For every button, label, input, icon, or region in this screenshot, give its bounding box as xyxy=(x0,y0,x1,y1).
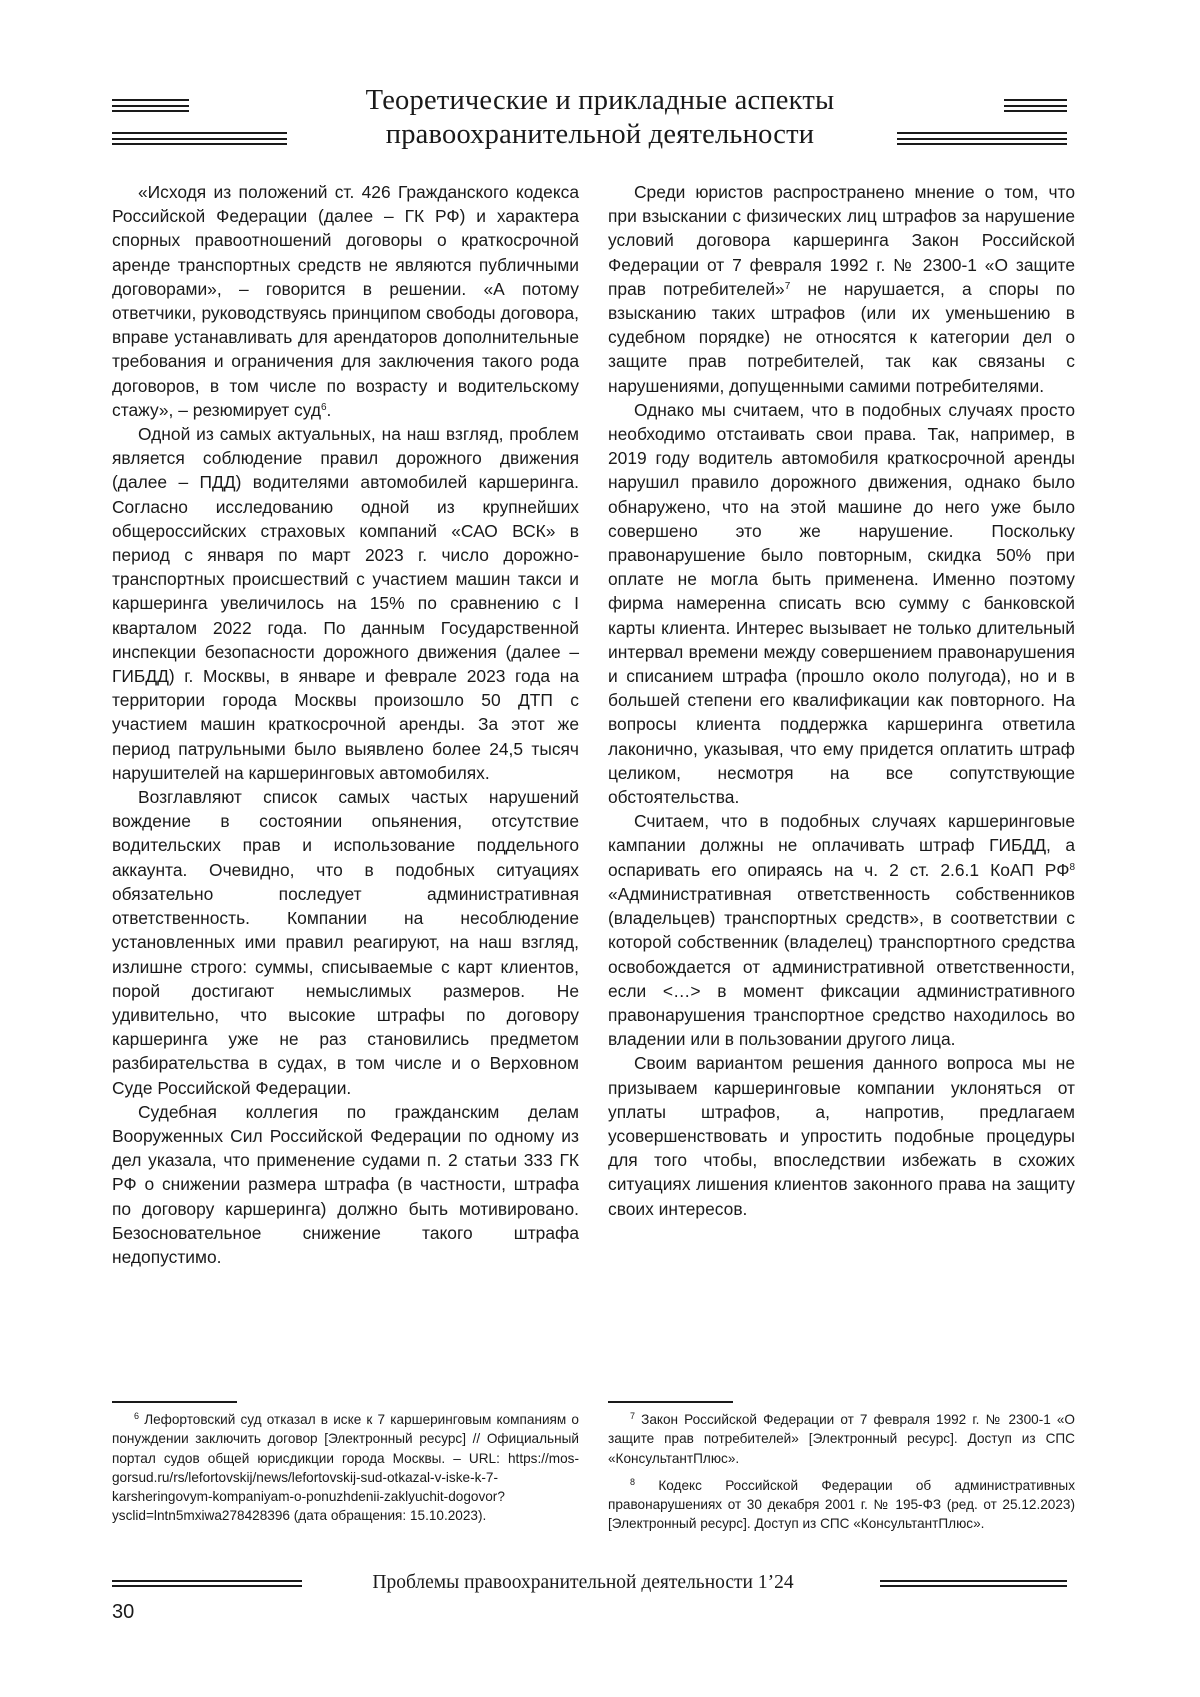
running-header-title-line2: правоохранительной деятельности xyxy=(385,119,815,150)
footer-rule-left xyxy=(112,1580,302,1587)
journal-title-footer: Проблемы правоохранительной деятельности 1’24 xyxy=(372,1572,794,1593)
footnote-7: $^7$ Закон Российской Федерации от 7 февраля 1992 г. № 2300-1 «О защите прав потребителей» [Электронный ресурс]. Доступ из СПС «КонсультантПлюс». xyxy=(608,1411,1075,1466)
header-rule-left-top xyxy=(112,99,189,112)
footnote-separator-left xyxy=(112,1401,237,1403)
footnote-8: $^8$ Кодекс Российской Федерации об административных правонарушениях от 30 декабря 2001 г. № 195-ФЗ (ред. от 25.12.2023) [Электронный ресурс]. Доступ из СПС «КонсультантПлюс». xyxy=(608,1476,1075,1532)
right-paragraph-1: Среди юристов распространено мнение о том, что при взыскании с физических лиц штрафов за нарушение условий договора каршеринга Закон Российской Федерации от 7 февраля 1992 г. № 2300-1 «О защите прав потребителей»$^7$ не нарушается, а споры по взысканию таких штрафов (или их уменьшению в судебном порядке) не относятся к категории дел о защите прав потребителей, так как связаны с нарушениями, допущенными самими потребителями. xyxy=(608,182,1075,396)
header-rule-right-bottom xyxy=(897,132,1067,145)
left-column xyxy=(112,180,579,1269)
right-paragraph-3: Считаем, что в подобных случаях каршеринговые кампании должны не оплачивать штраф ГИБДД, а оспаривать его опираясь на ч. 2 ст. 2.6.1 КоАП $РФ^8$ «Административная ответственность собственников (владельцев) транспортных средств», в соответствии с которой собственник (владелец) транспортного средства освобождается от административной ответственности, если <…> в момент фиксации административного правонарушения транспортное средство находилось во владении или в пользовании другого лица. xyxy=(608,811,1075,1050)
left-paragraph-2: Одной из самых актуальных, на наш взгляд, проблем является соблюдение правил дорожного движения (далее – ПДД) водителями автомобилей каршеринга. Согласно исследованию одной из крупнейших общероссийских страховых компаний «САО ВСК» в период с января по март 2023 г. число дорожно-транспортных происшествий с участием машин такси и каршеринга увеличилось на 15% по сравнению с I кварталом 2022 года. По данным Государственной инспекции безопасности дорожного движения (далее – ГИБДД) г. Москвы, в январе и феврале 2023 года на территории города Москвы произошло 50 ДТП с участием машин краткосрочной аренды. За этот же период патрульными было выявлено более 24,5 тысяч нарушителей на каршеринговых автомобилях. xyxy=(112,424,579,783)
footnote-separator-right xyxy=(608,1401,733,1403)
footnotes-left xyxy=(112,1410,579,1534)
footnotes-right xyxy=(608,1410,1075,1542)
right-paragraph-2: Однако мы считаем, что в подобных случаях просто необходимо отстаивать свои права. Так, например, в 2019 году водитель автомобиля краткосрочной аренды нарушил правило дорожного движения, однако было обнаружено, что на этой машине до него уже было совершено это же нарушение. Поскольку правонарушение было повторным, скидка 50% при оплате не могла быть применена. Именно поэтому фирма намеренна списать всю сумму с банковской карты клиента. Интерес вызывает не только длительный интервал времени между совершением правонарушения и списанием штрафа (прошло около полугода), но и в большей степени его квалификации как повторного. На вопросы клиента поддержка каршеринга ответила лаконично, указывая, что ему придется оплатить штраф целиком, несмотря на все сопутствующие обстоятельства. xyxy=(608,399,1075,808)
page-number: 30 xyxy=(112,1601,135,1623)
right-paragraph-4: Своим вариантом решения данного вопроса мы не призываем каршеринговые компании уклоняться от уплаты штрафов, а, напротив, предлагаем усовершенствовать и упростить подобные процедуры для того чтобы, впоследствии избежать в схожих ситуациях лишения клиентов законного права на защиту своих интересов. xyxy=(608,1053,1075,1219)
right-column xyxy=(608,180,1075,1221)
left-paragraph-4: Судебная коллегия по гражданским делам Вооруженных Сил Российской Федерации по одному из дел указала, что применение судами п. 2 статьи 333 ГК РФ о снижении размера штрафа (в частности, штрафа по договору каршеринга) должно быть мотивировано. Безосновательное снижение такого штрафа недопустимо. xyxy=(112,1101,579,1267)
left-paragraph-1: «Исходя из положений ст. 426 Гражданского кодекса Российской Федерации (далее – ГК РФ) и характера спорных правоотношений договоры о краткосрочной аренде транспортных средств не являются публичными договорами», – говорится в решении. «А потому ответчики, руководствуясь принципом свободы договора, вправе устанавливать для арендаторов дополнительные требования и ограничения для заключения такого рода договоров, в том числе по возрасту и водительскому стажу», – резюмирует суд$^6$. xyxy=(112,182,579,420)
footnote-ref-7[interactable]: 7 xyxy=(784,280,791,292)
footer-rule-right xyxy=(880,1580,1067,1587)
left-paragraph-3: Возглавляют список самых частых нарушений вождение в состоянии опьянения, отсутствие водительских прав и использование поддельного аккаунта. Очевидно, что в подобных ситуациях обязательно последует административная ответственность. Компании на несоблюдение установленных ими правил реагируют, на наш взгляд, излишне строго: суммы, списываемые с карт клиентов, порой достигают немыслимых размеров. Не удивительно, что высокие штрафы по договору каршеринга уже не раз становились предметом разбирательства в судах, в том числе и о Верховном Суде Российской Федерации. xyxy=(112,787,579,1098)
header-rule-right-top xyxy=(1004,99,1067,112)
footnote-6: $^6$ Лефортовский суд отказал в иске к 7 каршеринговым компаниям о понуждении заключить договор [Электронный ресурс] // Официальный портал судов общей юрисдикции города Москвы. – URL: https://mos-gorsud.ru/rs/lefortovskij/news/lefortovskij-sud-otkazal-v-iske-k-7-karsheringovym-kompaniyam-o-ponuzhdenii-zaklyuchit-dogovor?ysclid=lntn5mxiwa278428396 (дата обращения: 15.10.2023). xyxy=(112,1411,579,1524)
footnote-ref-6[interactable]: 6 xyxy=(320,401,327,413)
running-header-title-line1: Теоретические и прикладные аспекты xyxy=(365,85,835,116)
header-rule-left-bottom xyxy=(112,132,287,145)
footnote-ref-8[interactable]: 8 xyxy=(1069,861,1075,873)
